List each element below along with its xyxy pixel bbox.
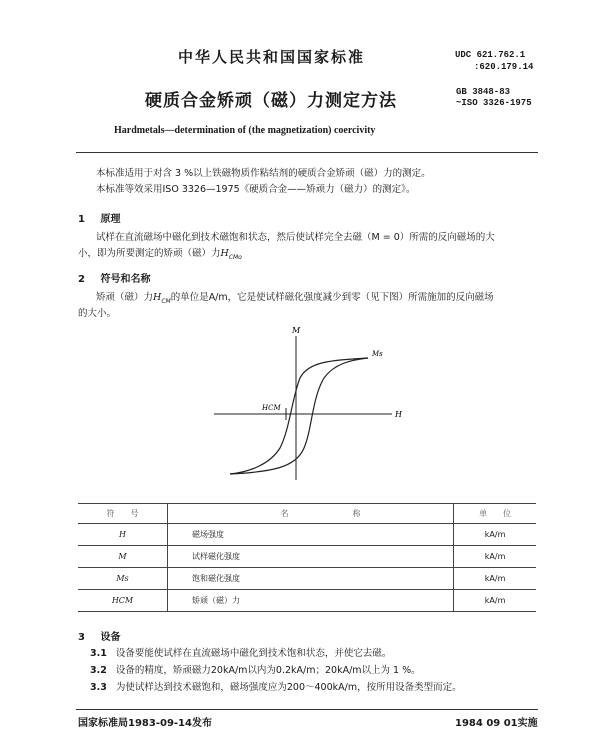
- row-unit: kA/m: [454, 546, 536, 568]
- gb-number: GB 3848-83: [456, 87, 511, 97]
- label-ms: Ms: [372, 350, 383, 358]
- item-number: 3.2: [90, 665, 107, 676]
- udc-code: UDC 621.762.1: [455, 50, 526, 60]
- table-row: [78, 524, 536, 546]
- coercivity-symbol: H: [220, 248, 229, 259]
- row-name: 试样磁化强度: [167, 546, 453, 568]
- item-text: 设备要能使试样在直流磁场中磁化到技术饱和状态，并使它去磁。: [115, 648, 392, 659]
- row-unit: kA/m: [454, 568, 536, 590]
- table-row: [78, 590, 536, 612]
- principle-text-line2: [78, 246, 242, 265]
- symbols-table: [78, 503, 536, 612]
- hcm-subscript: CM: [161, 297, 171, 305]
- header-unit: 单 位: [454, 504, 536, 524]
- section-2-title: 符号和名称: [100, 274, 151, 285]
- document-title: 硬质合金矫顽（磁）力测定方法: [145, 91, 397, 111]
- row-unit: kA/m: [454, 590, 536, 612]
- header-symbol: 符 号: [78, 504, 167, 524]
- hcm-symbol: H: [153, 292, 162, 303]
- section-1-title: 原理: [100, 214, 121, 225]
- header-divider: [76, 152, 538, 153]
- scope-statement: 本标准适用于对含 3 %以上铁磁物质作粘结剂的硬质合金矫顽（磁）力的测定。: [96, 168, 431, 179]
- principle-text-line2-prefix: 小，即为所要测定的矫顽（磁）力: [78, 248, 221, 259]
- iso-equivalent: ~ISO 3326-1975: [456, 98, 532, 108]
- coercivity-subscript: CMo: [228, 253, 242, 261]
- row-symbol: M: [78, 546, 167, 568]
- equivalence-statement: 本标准等效采用ISO 3326—1975《硬质合金——矫顽力（磁力）的测定》。: [96, 184, 416, 195]
- item-text: 设备的精度，矫顽磁力20kA/m以内为0.2kA/m；20kA/m以上为 1 %。: [115, 665, 421, 676]
- row-symbol: H: [78, 524, 167, 546]
- section-3-number: 3: [78, 632, 85, 643]
- section-2-heading: [78, 270, 150, 285]
- effective-date: 1984 09 01实施: [455, 718, 538, 729]
- row-symbol: HCM: [78, 590, 167, 612]
- document-title-english: Hardmetals—determination of (the magnetization) coercivity: [114, 125, 376, 136]
- list-item: [90, 663, 421, 678]
- hysteresis-loop-figure: [200, 318, 430, 483]
- item-text: 为使试样达到技术磁饱和，磁场强度应为200～400kA/m，按所用设备类型而定。: [115, 682, 462, 693]
- section-3-heading: [78, 628, 120, 643]
- udc-code-sub: :620.179.14: [474, 62, 534, 72]
- section-1-number: 1: [78, 214, 85, 225]
- list-item: [90, 680, 462, 695]
- header-name: 名 称: [167, 504, 453, 524]
- symbols-text-line2: 的大小。: [78, 308, 117, 319]
- symbols-text-line1: [96, 290, 494, 309]
- table-row: [78, 546, 536, 568]
- row-name: 饱和磁化强度: [167, 568, 453, 590]
- symbols-text-a: 矫顽（磁）力: [96, 292, 154, 303]
- issued-date: 国家标准局1983-09-14发布: [78, 718, 212, 729]
- ascending-branch: [230, 358, 368, 474]
- table-row: [78, 568, 536, 590]
- symbols-text-b: 的单位是A/m，它是使试样磁化强度减少到零（见下图）所需施加的反向磁场: [170, 292, 494, 303]
- item-number: 3.1: [90, 648, 107, 659]
- footer-divider: [76, 709, 538, 710]
- row-name: 磁场强度: [167, 524, 453, 546]
- row-unit: kA/m: [454, 524, 536, 546]
- section-2-number: 2: [78, 274, 85, 285]
- row-name: 矫顽（磁）力: [167, 590, 453, 612]
- label-hcm: HCM: [262, 404, 281, 412]
- section-1-heading: [78, 210, 120, 225]
- principle-text-line1: 试样在直流磁场中磁化到技术磁饱和状态，然后使试样完全去磁（M = 0）所需的反向磁场的大: [96, 232, 495, 243]
- row-symbol: Ms: [78, 568, 167, 590]
- issuing-authority: 中华人民共和国国家标准: [178, 48, 366, 66]
- section-3-title: 设备: [100, 632, 121, 643]
- axis-label-m: M: [292, 326, 301, 335]
- axis-label-h: H: [395, 410, 402, 419]
- item-number: 3.3: [90, 682, 107, 693]
- table-header-row: [78, 504, 536, 524]
- list-item: [90, 646, 391, 661]
